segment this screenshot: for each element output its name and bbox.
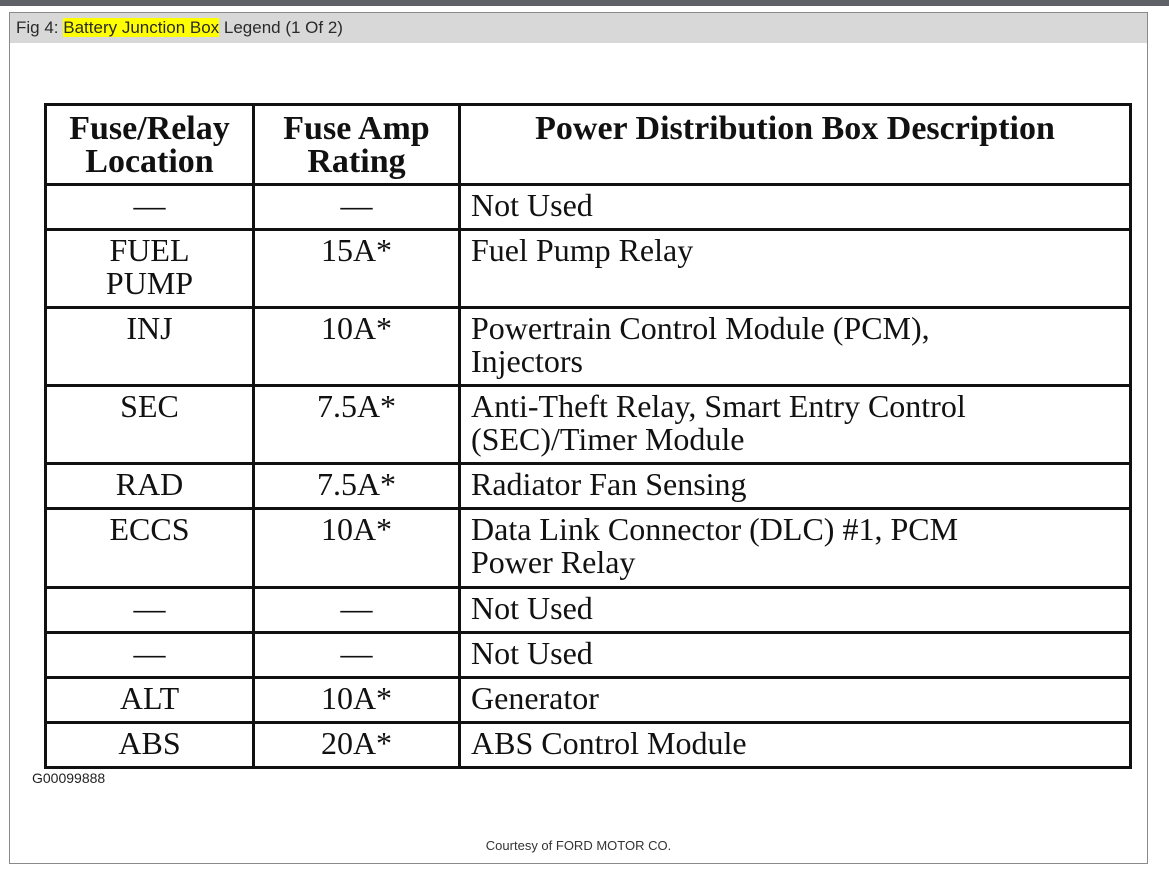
table-row (46, 723, 1131, 768)
window-top-bar (0, 0, 1169, 6)
cell-description: Not Used (460, 633, 1131, 678)
cell-description: Anti-Theft Relay, Smart Entry Control (SEC)/Timer Module (460, 386, 1131, 464)
header-rating-line-1: Fuse Amp (283, 110, 430, 147)
cell-description: ABS Control Module (460, 723, 1131, 768)
cell-location: — (46, 588, 254, 633)
cell-rating: 10A* (254, 678, 460, 723)
cell-location: INJ (46, 308, 254, 386)
cell-location: SEC (46, 386, 254, 464)
cell-rating: 10A* (254, 509, 460, 588)
table-row (46, 386, 1131, 464)
cell-location: ECCS (46, 509, 254, 588)
courtesy-credit: Courtesy of FORD MOTOR CO. (485, 838, 672, 853)
cell-location: ABS (46, 723, 254, 768)
cell-description: Not Used (460, 588, 1131, 633)
header-location (46, 105, 254, 185)
cell-rating: 10A* (254, 308, 460, 386)
table-row (46, 509, 1131, 588)
cell-location: FUEL PUMP (46, 230, 254, 308)
cell-description: Radiator Fan Sensing (460, 464, 1131, 509)
cell-rating: 7.5A* (254, 386, 460, 464)
cell-description: Not Used (460, 185, 1131, 230)
fuse-legend-table (44, 103, 1132, 769)
cell-rating: 7.5A* (254, 464, 460, 509)
table-row (46, 678, 1131, 723)
cell-description: Powertrain Control Module (PCM), Injectors (460, 308, 1131, 386)
header-location-line-2: Location (85, 143, 214, 180)
table-row (46, 633, 1131, 678)
cell-description: Fuel Pump Relay (460, 230, 1131, 308)
cell-location: RAD (46, 464, 254, 509)
cell-description: Data Link Connector (DLC) #1, PCM Power Relay (460, 509, 1131, 588)
header-rating-line-2: Rating (307, 143, 406, 180)
cell-rating: — (254, 633, 460, 678)
cell-description: Generator (460, 678, 1131, 723)
table-header-row (46, 105, 1131, 185)
cell-location: — (46, 633, 254, 678)
table-row (46, 185, 1131, 230)
table-row (46, 230, 1131, 308)
header-description: Power Distribution Box Description (460, 105, 1131, 185)
cell-rating: — (254, 185, 460, 230)
header-location-line-1: Fuse/Relay (69, 110, 230, 147)
cell-rating: 20A* (254, 723, 460, 768)
figure-code: G00099888 (32, 770, 106, 786)
cell-rating: — (254, 588, 460, 633)
caption-highlight: Battery Junction Box (63, 18, 220, 37)
cell-location: — (46, 185, 254, 230)
figure-caption (10, 13, 1147, 43)
table-row (46, 308, 1131, 386)
caption-prefix: Fig 4: (16, 18, 64, 37)
cell-location: ALT (46, 678, 254, 723)
header-rating (254, 105, 460, 185)
cell-rating: 15A* (254, 230, 460, 308)
table-row (46, 464, 1131, 509)
table-row (46, 588, 1131, 633)
caption-suffix: Legend (1 Of 2) (219, 18, 343, 37)
figure-frame (9, 12, 1148, 864)
